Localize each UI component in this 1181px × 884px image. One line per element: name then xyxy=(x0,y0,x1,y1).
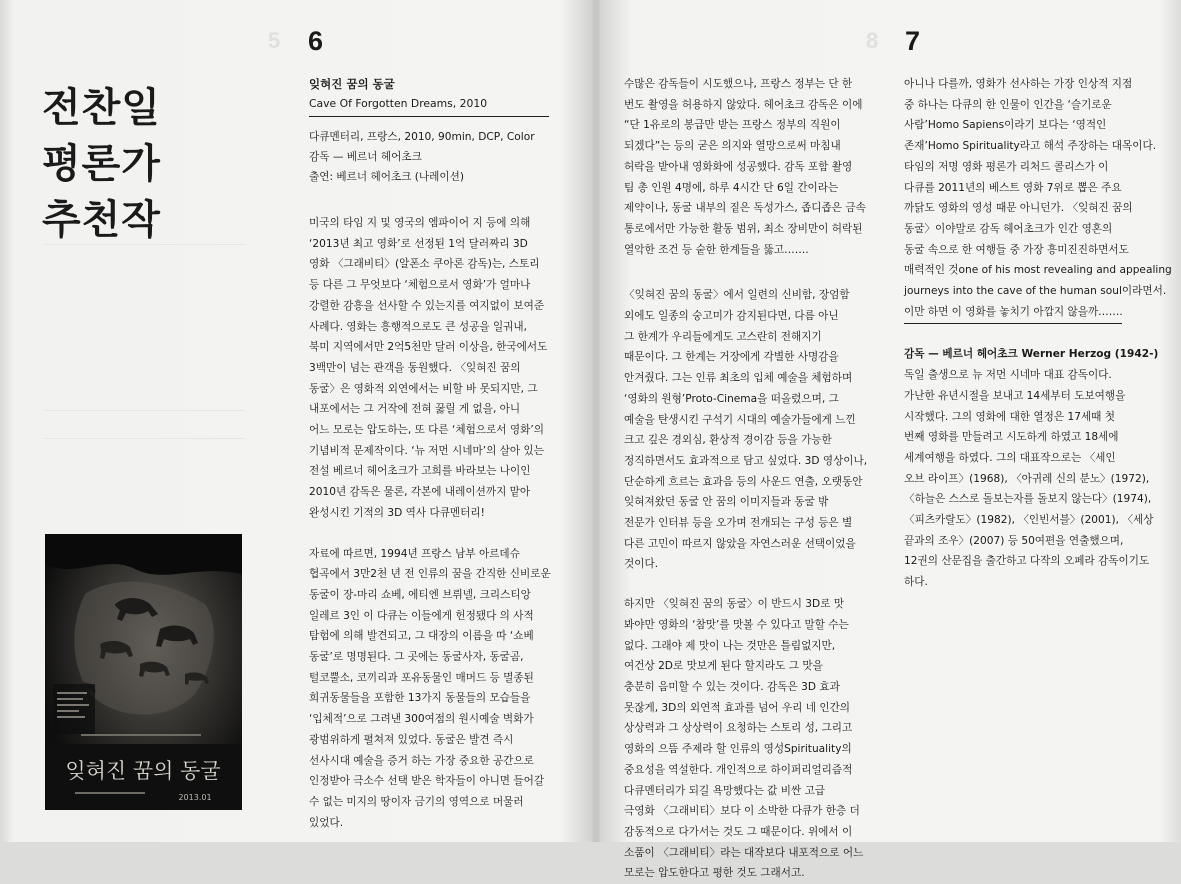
text-line: 중 하나는 다큐의 한 인물이 인간을 ‘슬기로운 xyxy=(904,98,1112,111)
page-number-left: 6 xyxy=(308,26,324,56)
text-line: 완성시킨 기적의 3D 역사 다큐멘터리! xyxy=(309,506,485,519)
text-line: 독일 출생으로 뉴 저먼 시네마 대표 감독이다. xyxy=(904,369,1112,382)
text-line: 아니나 다를까, 영화가 선사하는 가장 인상적 지점 xyxy=(904,78,1133,90)
text-line: 있었다. xyxy=(309,816,344,829)
text-line: 존재’Homo Spirituality라고 해석 주장하는 대목이다. xyxy=(904,140,1157,153)
text-line: 다큐멘터리가 되길 욕망했다는 값 비싼 고급 xyxy=(624,784,826,797)
text-line: 12권의 산문집을 출간하고 다작의 오페라 감독이기도 xyxy=(904,555,1150,568)
ghost-rule xyxy=(45,438,245,439)
text-line: 극영화 〈그래비티〉보다 이 소박한 다큐가 한층 더 xyxy=(624,805,860,818)
text-line: 상상력과 그 상상력이 요청하는 스토리 성, 그리고 xyxy=(624,722,853,735)
text-line: 동굴’로 명명된다. 그 곳에는 동굴사자, 동굴곰, xyxy=(309,651,524,664)
text-line: 끝과의 조우〉(2007) 등 50여편을 연출했으며, xyxy=(904,534,1124,547)
director-heading: 감독 — 베르너 헤어초크 Werner Herzog (1942-) xyxy=(904,348,1159,361)
poster-title: 잊혀진 꿈의 동굴 xyxy=(65,759,221,783)
text-line: 여건상 2D로 맛보게 된다 할지라도 그 맛을 xyxy=(624,660,823,673)
text-line: 3백만이 넘는 관객을 동원했다. 〈잊혀진 꿈의 xyxy=(309,361,521,374)
text-line: 2010년 감독은 물론, 각본에 내레이션까지 맡아 xyxy=(309,486,531,499)
text-line: 봐야만 영화의 ‘참맛’를 맛볼 수 있다고 말할 수는 xyxy=(624,618,849,631)
director-bio xyxy=(904,365,1154,593)
text-line: 기념비적 문제작이다. ‘뉴 저먼 시네마’의 살아 있는 xyxy=(309,444,544,457)
text-line: 되겠다”는 등의 굳은 의지와 열망으로써 마침내 xyxy=(624,140,841,153)
text-line: 등 다른 그 무엇보다 ‘체험으로서 영화’가 얼마나 xyxy=(309,279,531,292)
text-line: 북미 지역에서만 2억5천만 달러 이상을, 한국에서도 xyxy=(309,341,548,354)
title-rule xyxy=(309,116,549,117)
section-title-line: 평론가 xyxy=(42,141,161,187)
ghost-page-number-right: 8 xyxy=(866,28,879,53)
film-cast: 출연: 베르너 헤어초크 (나레이션) xyxy=(309,171,464,183)
text-line: 하지만 〈잊혀진 꿈의 동굴〉이 반드시 3D로 맛 xyxy=(624,598,845,611)
paragraph-2 xyxy=(309,544,559,834)
text-line: journeys into the cave of the human soul이라면서. xyxy=(904,285,1167,298)
section-title xyxy=(42,80,161,248)
left-text-column xyxy=(309,74,559,833)
text-line: 전문가 인터뷰 등을 오가며 전개되는 구성 등은 별 xyxy=(624,517,853,530)
text-line: 중요성을 역설한다. 개인적으로 하이퍼리얼리즘적 xyxy=(624,763,853,776)
film-meta: 다큐멘터리, 프랑스, 2010, 90min, DCP, Color xyxy=(309,131,535,143)
text-line: 다른 고민이 따르지 않았을 자연스러운 선택이었을 xyxy=(624,537,856,550)
paragraph-4 xyxy=(624,285,874,575)
text-line: 매력적인 것one of his most revealing and appealing xyxy=(904,264,1172,277)
text-line: 수 없는 미지의 땅이자 금기의 영역으로 머물러 xyxy=(309,795,524,808)
text-line: 선사시대 예술을 증거 하는 가장 중요한 공간으로 xyxy=(309,754,534,767)
film-director: 감독 — 베르너 헤어초크 xyxy=(309,151,422,163)
text-line: 제약이나, 동굴 내부의 짙은 독성가스, 좁디좁은 금속 xyxy=(624,202,866,215)
text-line: 영화 〈그래비티〉(알폰소 쿠아론 감독)는, 스토리 xyxy=(309,258,540,271)
text-line: 소품이 〈그래비티〉라는 대작보다 내포적으로 어느 xyxy=(624,846,864,859)
paragraph-1 xyxy=(309,213,559,524)
text-line: 미국의 타임 지 및 영국의 엠파이어 지 등에 의해 xyxy=(309,217,531,229)
right-text-column-2 xyxy=(904,74,1172,593)
text-line: 하다. xyxy=(904,576,928,589)
text-line: 세계여행을 하였다. 그의 대표작으로는 〈세인 xyxy=(904,451,1116,464)
text-line: 감동적으로 다가서는 것도 그 때문이다. 위에서 이 xyxy=(624,825,853,838)
text-line: 팀 총 인원 4명에, 하루 4시간 단 6일 간이라는 xyxy=(624,181,839,194)
text-line: 자료에 따르면, 1994년 프랑스 남부 아르데슈 xyxy=(309,547,520,560)
film-title-korean: 잊혀진 꿈의 동굴 xyxy=(309,77,395,91)
text-line: 충분히 음미할 수 있는 것이다. 감독은 3D 효과 xyxy=(624,680,840,693)
text-line: 인정받아 극소수 선택 받은 학자들이 아니면 들어갈 xyxy=(309,775,545,788)
film-poster xyxy=(45,534,242,810)
text-line: ‘영화의 원형’Proto-Cinema을 떠올렸으며, 그 xyxy=(624,392,839,405)
text-line: 때문이다. 그 한계는 거장에게 각별한 사명감을 xyxy=(624,351,839,364)
text-line: 희귀동물들을 포함한 13가지 동물들의 모습들을 xyxy=(309,692,531,705)
text-line: 정직하면서도 효과적으로 담고 싶었다. 3D 영상이나, xyxy=(624,454,868,467)
ghost-rule xyxy=(45,410,245,411)
text-line: 크고 깊은 경외심, 환상적 경이감 등을 가능한 xyxy=(624,434,832,447)
text-line: ‘2013년 최고 영화’로 선정된 1억 달러짜리 3D xyxy=(309,237,528,250)
text-line: 털코뿔소, 코끼리과 포유동물인 매머드 등 멸종된 xyxy=(309,671,534,684)
text-line: 통로에서만 가능한 활동 범위, 최소 장비만이 허락된 xyxy=(624,222,863,235)
text-line: 타임의 저명 영화 평론가 리처드 콜리스가 이 xyxy=(904,160,1109,173)
text-line: 일레르 3인 이 다큐는 이들에게 헌정됐다 의 사적 xyxy=(309,609,534,622)
book-gutter xyxy=(593,0,597,842)
text-line: 다큐를 2011년의 베스트 영화 7위로 뽑은 주요 xyxy=(904,181,1122,194)
section-title-line: 전찬일 xyxy=(42,85,161,131)
poster-date: 2013.01 xyxy=(178,793,212,802)
paragraph-6 xyxy=(904,74,1172,322)
text-line: 전설 베르너 헤어초크가 고희를 바라보는 나이인 xyxy=(309,465,531,478)
text-line: 동굴이 장-마리 쇼베, 에티엔 브뤼넬, 크리스티앙 xyxy=(309,588,531,601)
text-line: 없다. 그래야 제 맛이 나는 것만은 틀림없지만, xyxy=(624,639,836,652)
poster-artwork xyxy=(45,534,242,810)
text-line: 광범위하게 펼쳐져 있었다. 동굴은 발견 즉시 xyxy=(309,733,514,746)
text-line: 내포에서는 그 거작에 전혀 꿇릴 게 없을, 아니 xyxy=(309,403,521,416)
paragraph-5 xyxy=(624,594,874,884)
ghost-page-number-left: 5 xyxy=(268,28,281,53)
paragraph-3 xyxy=(624,74,874,260)
section-title-line: 추천작 xyxy=(42,197,161,243)
text-line: 그 한계가 우리들에게도 고스란히 전해지기 xyxy=(624,330,822,343)
text-line: 열악한 조건 등 숱한 한계들을 뚫고……. xyxy=(624,243,809,256)
text-line: 모로는 압도한다고 평한 것도 그래서고. xyxy=(624,867,805,880)
text-line: ‘입체적’으로 그려낸 300여점의 원시예술 벽화가 xyxy=(309,713,534,726)
text-line: 〈하늘은 스스로 돌보는자를 돌보지 않는다〉(1974), xyxy=(904,493,1152,506)
text-line: 허락을 받아내 영화화에 성공했다. 감독 포함 촬영 xyxy=(624,160,853,173)
text-line: 영화의 으뜸 주제라 할 인류의 영성Spirituality의 xyxy=(624,743,852,756)
text-line: 사람’Homo Sapiens이라기 보다는 ‘영적인 xyxy=(904,119,1107,132)
text-line: 이만 하면 이 영화를 놓치기 아깝지 않을까……. xyxy=(904,305,1123,318)
text-line: 까닭도 영화의 영성 때문 아니던가. 〈잊혀진 꿈의 xyxy=(904,202,1133,215)
text-line: 예술을 탄생시킨 구석기 시대의 예술가들에게 느낀 xyxy=(624,413,856,426)
page-number-right: 7 xyxy=(905,26,921,56)
text-line: 〈피츠카랄도〉(1982), 〈인빈서블〉(2001), 〈세상 xyxy=(904,514,1154,527)
text-line: 번도 촬영을 허용하지 않았다. 헤어초크 감독은 이에 xyxy=(624,98,863,111)
text-line: 동굴〉이야말로 감독 헤어초크가 인간 영혼의 xyxy=(904,222,1113,235)
text-line: 어느 모로는 압도하는, 또 다른 ‘체험으로서 영화’의 xyxy=(309,424,544,437)
text-line: 단순하게 흐르는 효과음 등의 사운드 연출, 오랫동안 xyxy=(624,475,863,488)
film-credits xyxy=(309,127,559,187)
text-line: 것이다. xyxy=(624,558,659,571)
text-line: 못잖게, 3D의 외연적 효과를 넘어 우리 네 인간의 xyxy=(624,701,851,714)
film-title-english: Cave Of Forgotten Dreams, 2010 xyxy=(309,97,488,110)
text-line: “단 1유로의 봉급만 받는 프랑스 정부의 직원이 xyxy=(624,119,841,132)
text-line: 탐험에 의해 발견되고, 그 대장의 이름을 따 ‘쇼베 xyxy=(309,630,534,643)
text-line: 오브 라이프〉(1968), 〈아귀레 신의 분노〉(1972), xyxy=(904,472,1150,485)
text-line: 잊혀져왔던 동굴 안 꿈의 이미지들과 동굴 밖 xyxy=(624,496,829,509)
text-line: 안겨줬다. 그는 인류 최초의 입체 예술을 체험하며 xyxy=(624,372,853,385)
text-line: 수많은 감독들이 시도했으나, 프랑스 정부는 단 한 xyxy=(624,78,853,90)
ghost-rule xyxy=(45,244,245,245)
text-line: 시작했다. 그의 영화에 대한 열정은 17세때 첫 xyxy=(904,410,1116,423)
text-line: 〈잊혀진 꿈의 동굴〉에서 일련의 신비함, 장엄함 xyxy=(624,289,850,302)
text-line: 강렬한 감흥을 선사할 수 있는지를 여지없이 보여준 xyxy=(309,299,545,312)
text-line: 번째 영화를 만들려고 시도하게 하였고 18세에 xyxy=(904,431,1119,444)
text-line: 외에도 일종의 숭고미가 감지된다면, 다름 아닌 xyxy=(624,310,839,323)
right-text-column-1 xyxy=(624,74,874,884)
text-line: 동굴 속으로 한 여행들 중 가장 흥미진진하면서도 xyxy=(904,243,1129,256)
text-line: 동굴〉은 영화적 외연에서는 비할 바 못되지만, 그 xyxy=(309,382,538,395)
text-line: 협곡에서 3만2천 년 전 인류의 꿈을 간직한 신비로운 xyxy=(309,568,551,581)
text-line: 가난한 유년시절을 보내고 14세부터 도보여행을 xyxy=(904,389,1126,402)
text-line: 사례다. 영화는 흥행적으로도 큰 성공을 일궈내, xyxy=(309,320,528,333)
